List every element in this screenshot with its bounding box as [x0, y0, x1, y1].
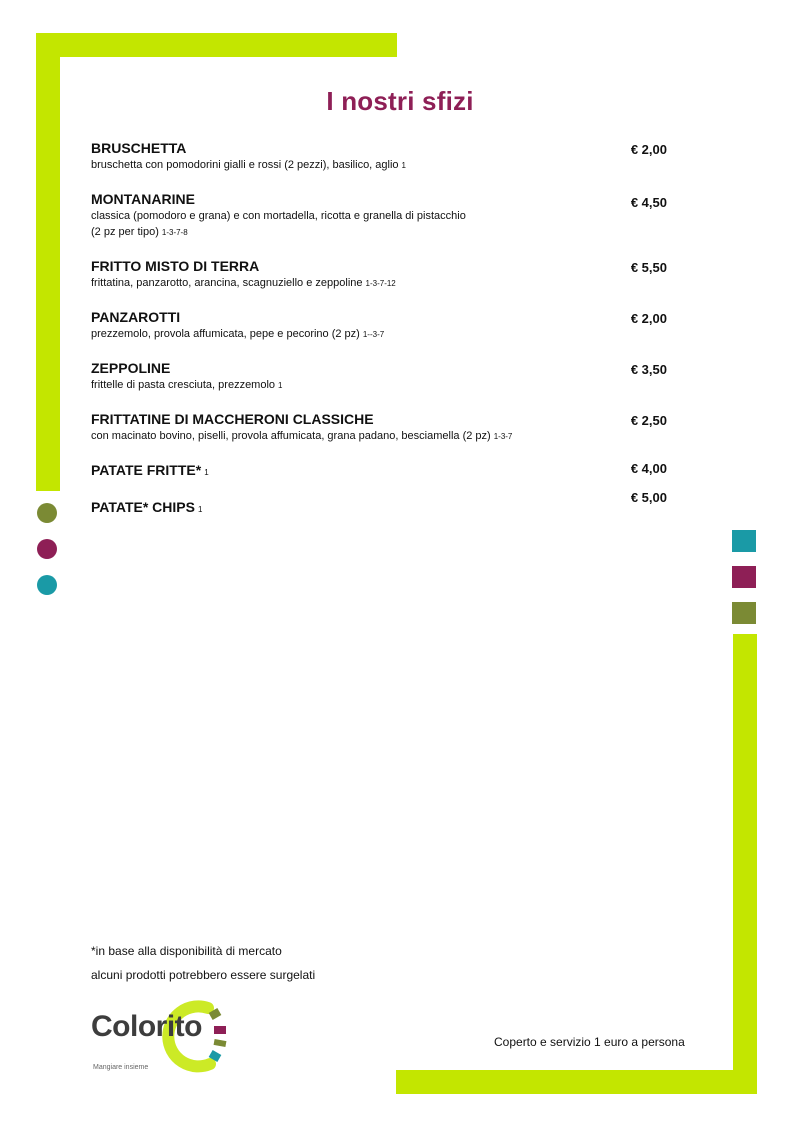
item-description: con macinato bovino, piselli, provola affumicata, grana padano, besciamella (2 pz) 1-3-7 — [91, 430, 513, 442]
menu-item — [91, 139, 671, 174]
allergen-codes: 1 — [278, 381, 283, 390]
magenta-dot — [37, 539, 57, 559]
menu-item — [91, 359, 671, 394]
item-name: FRITTATINE DI MACCHERONI CLASSICHE — [91, 411, 374, 427]
allergen-codes: 1--3-7 — [362, 330, 385, 339]
allergen-codes: 1-3-7-12 — [365, 279, 396, 288]
item-price: € 5,50 — [630, 260, 667, 275]
item-name: PATATE FRITTE* 1 — [91, 462, 209, 478]
item-description: frittatina, panzarotto, arancina, scagnuziello e zeppoline 1-3-7-12 — [91, 277, 396, 289]
logo-tagline: Mangiare insieme — [93, 1064, 149, 1071]
item-description: classica (pomodoro e grana) e con mortadella, ricotta e granella di pistacchio — [91, 210, 466, 222]
olive-square — [732, 602, 756, 624]
item-price: € 2,50 — [630, 413, 667, 428]
menu-item — [91, 308, 671, 343]
allergen-codes: 1 — [401, 161, 406, 170]
teal-dot — [37, 575, 57, 595]
allergen-codes: 1-3-7 — [493, 432, 513, 441]
menu-item — [91, 410, 671, 445]
item-name: PATATE* CHIPS 1 — [91, 499, 203, 515]
menu-item — [91, 257, 671, 292]
page-title: I nostri sfizi — [326, 86, 474, 116]
menu-item — [91, 461, 671, 482]
item-description: prezzemolo, provola affumicata, pepe e pecorino (2 pz) 1--3-7 — [91, 328, 385, 340]
frozen-products-note: alcuni prodotti potrebbero essere surgelati — [91, 968, 316, 982]
menu-list — [91, 139, 671, 535]
frame-top-bar — [36, 33, 397, 57]
allergen-codes: 1 — [197, 505, 203, 514]
colorito-logo — [90, 996, 240, 1076]
menu-item — [91, 490, 671, 519]
item-description-line2: (2 pz per tipo) 1-3-7-8 — [91, 226, 188, 238]
item-price: € 5,00 — [630, 490, 667, 505]
allergen-codes: 1-3-7-8 — [161, 228, 188, 237]
cover-charge-note: Coperto e servizio 1 euro a persona — [494, 1035, 685, 1049]
frame-right-bar — [733, 634, 757, 1094]
item-name: FRITTO MISTO DI TERRA — [91, 258, 260, 274]
olive-dot — [37, 503, 57, 523]
item-description: frittelle di pasta cresciuta, prezzemolo 1 — [91, 379, 283, 391]
item-description: bruschetta con pomodorini gialli e rossi (2 pezzi), basilico, aglio 1 — [91, 159, 406, 171]
menu-item — [91, 190, 671, 241]
item-name: ZEPPOLINE — [91, 360, 171, 376]
item-price: € 4,50 — [630, 195, 667, 210]
frame-bottom-bar — [396, 1070, 757, 1094]
item-name: BRUSCHETTA — [91, 140, 187, 156]
item-name: MONTANARINE — [91, 191, 195, 207]
logo-wordmark: Colorito — [91, 1010, 202, 1043]
teal-square — [732, 530, 756, 552]
magenta-square — [732, 566, 756, 588]
item-price: € 3,50 — [630, 362, 667, 377]
item-price: € 4,00 — [630, 461, 667, 476]
item-price: € 2,00 — [630, 142, 667, 157]
allergen-codes: 1 — [204, 468, 209, 477]
item-name: PANZAROTTI — [91, 309, 181, 325]
item-price: € 2,00 — [630, 311, 667, 326]
availability-note: *in base alla disponibilità di mercato — [91, 944, 282, 958]
